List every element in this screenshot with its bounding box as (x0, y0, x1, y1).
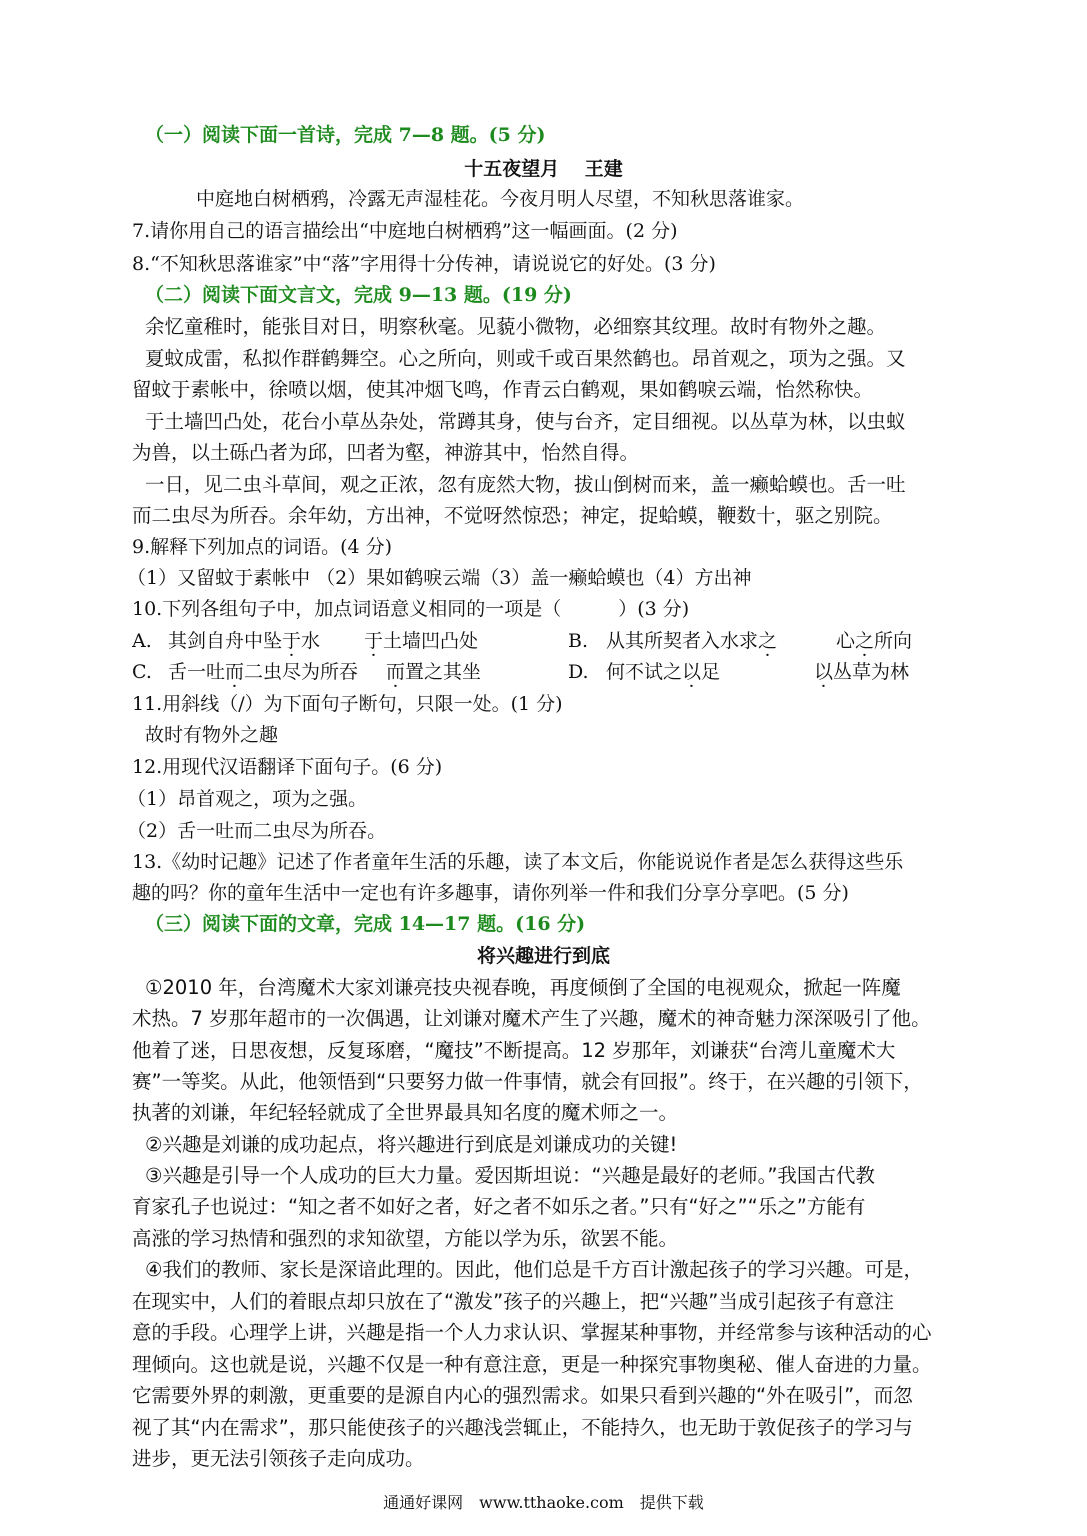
q9-dotted-word: 如 (385, 567, 405, 589)
option-c-sentence-2: 而置之其坐 (386, 661, 482, 683)
question-12-item-2: （2）舌一吐而二虫尽为所吞。 (127, 820, 387, 842)
article-line: 赛”一等奖。从此，他领悟到“只要努力做一件事情，就会有回报”。终于，在兴趣的引领下， (132, 1070, 923, 1093)
question-8: 8.“不知秋思落谁家”中“落”字用得十分传神，请说说它的好处。(3 分) (132, 253, 716, 275)
classical-paragraph-3b: 为兽，以土砾凸者为邱，凹者为壑，神游其中，怡然自得。 (132, 441, 640, 464)
article-line: 进步，更无法引领孩子走向成功。 (132, 1447, 425, 1470)
question-13-line-1: 13.《幼时记趣》记述了作者童年生活的乐趣，读了本文后，你能说说作者是怎么获得这些乐 (132, 851, 904, 873)
section2-heading: （二）阅读下面文言文，完成 9—13 题。(19 分) (145, 284, 572, 306)
article-line: 执著的刘谦，年纪轻轻就成了全世界最具知名度的魔术师之一。 (132, 1101, 679, 1124)
article-line: 育家孔子也说过：“知之者不如好之者，好之者不如乐之者。”只有“好之”“乐之”方能有 (132, 1195, 866, 1218)
question-11-sentence: 故时有物外之趣 (145, 724, 279, 746)
q9-text: 蚊于素帐中 （2）果 (215, 567, 386, 589)
article-line: 高涨的学习热情和强烈的求知欲望，方能以学为乐，欲罢不能。 (132, 1227, 679, 1250)
q9-text: 一癞蛤蟆也（4） (549, 567, 695, 589)
article-line: ②兴趣是刘谦的成功起点，将兴趣进行到底是刘谦成功的关键! (145, 1133, 678, 1156)
option-a-sentence-1: 其剑自舟中坠于水 (168, 630, 321, 652)
q9-dotted-word: 留 (196, 567, 216, 589)
article-title: 将兴趣进行到底 (476, 945, 610, 967)
question-11: 11.用斜线（/）为下面句子断句，只限一处。(1 分) (132, 693, 563, 715)
article-line: 他着了迷，日思夜想，反复琢磨，“魔技”不断提高。12 岁那年，刘谦获“台湾儿童魔术大 (132, 1039, 896, 1062)
classical-paragraph-4a: 一日，见二虫斗草间，观之正浓，忽有庞然大物，拔山倒树而来，盖一癞蛤蟆也。舌一吐 (145, 473, 906, 496)
classical-paragraph-2a: 夏蚊成雷，私拟作群鹤舞空。心之所向，则或千或百果然鹤也。昂首观之，项为之强。又 (145, 347, 906, 370)
article-line: ④我们的教师、家长是深谙此理的。因此，他们总是千方百计激起孩子的学习兴趣。可是， (145, 1258, 923, 1281)
article-line: 术热。7 岁那年超市的一次偶遇，让刘谦对魔术产生了兴趣，魔术的神奇魅力深深吸引了他。 (132, 1007, 931, 1030)
section1-heading: （一）阅读下面一首诗，完成 7—8 题。(5 分) (145, 124, 546, 146)
q9-text: 出神 (713, 567, 752, 589)
article-line: ③兴趣是引导一个人成功的巨大力量。爱因斯坦说：“兴趣是最好的老师。”我国古代教 (145, 1164, 875, 1187)
option-d-sentence-1: 何不试之以足 (606, 661, 721, 683)
question-13-line-2: 趣的吗？你的童年生活中一定也有许多趣事，请你列举一件和我们分享分享吧。(5 分) (132, 882, 849, 904)
option-c-label: C. (132, 661, 152, 683)
question-9-items (127, 565, 987, 591)
option-b-sentence-2: 心之所向 (836, 630, 913, 652)
option-b-label: B. (568, 630, 589, 652)
article-line: 在现实中，人们的着眼点却只放在了“激发”孩子的兴趣上，把“兴趣”当成引起孩子有意注 (132, 1290, 894, 1313)
question-9: 9.解释下列加点的词语。(4 分) (132, 536, 393, 558)
option-b-sentence-1: 从其所契者入水求之 (606, 630, 778, 652)
option-c-sentence-1: 舌一吐而二虫尽为所吞 (168, 661, 359, 683)
article-line: 视了其“内在需求”，那只能使孩子的兴趣浅尝辄止，不能持久，也无助于敦促孩子的学习与 (132, 1416, 913, 1439)
option-a-label: A. (132, 630, 152, 652)
q9-dotted-word: 方 (694, 567, 714, 589)
page-footer: 通通好课网 www.tthaoke.com 提供下载 (383, 1493, 704, 1512)
poem-text: 中庭地白树栖鸦，冷露无声湿桂花。今夜月明人尽望，不知秋思落谁家。 (196, 188, 805, 210)
article-line: ①2010 年，台湾魔术大家刘谦亮技央视春晚，再度倾倒了全国的电视观众，掀起一阵魔 (145, 976, 901, 999)
question-10-row-ab (132, 628, 992, 658)
article-line: 意的手段。心理学上讲，兴趣是指一个人力求认识、掌握某种事物，并经常参与该种活动的心 (132, 1321, 932, 1344)
section3-heading: （三）阅读下面的文章，完成 14—17 题。(16 分) (145, 913, 586, 935)
article-line: 它需要外界的刺激，更重要的是源自内心的强烈需求。如果只看到兴趣的“外在吸引”，而忽 (132, 1384, 913, 1407)
classical-paragraph-2b: 留蚊于素帐中，徐喷以烟，使其冲烟飞鸣，作青云白鹤观，果如鹤唳云端，怡然称快。 (132, 378, 874, 401)
classical-paragraph-3a: 于土墙凹凸处，花台小草丛杂处，常蹲其身，使与台齐，定目细视。以丛草为林，以虫蚁 (145, 410, 906, 433)
q9-text: 鹤唳云端（3） (404, 567, 531, 589)
question-10: 10.下列各组句子中，加点词语意义相同的一项是（ ）(3 分) (132, 598, 690, 620)
classical-paragraph-4b: 而二虫尽为所吞。余年幼，方出神，不觉呀然惊恐；神定，捉蛤蟆，鞭数十，驱之别院。 (132, 504, 893, 527)
article-line: 理倾向。这也就是说，兴趣不仅是一种有意注意，更是一种探究事物奥秘、催人奋进的力量。 (132, 1353, 932, 1376)
poem-title: 十五夜望月 王建 (464, 158, 623, 180)
option-d-label: D. (568, 661, 589, 683)
question-12-item-1: （1）昂首观之，项为之强。 (127, 788, 368, 810)
option-d-sentence-2: 以丛草为林 (814, 661, 910, 683)
q9-dotted-word: 盖 (530, 567, 550, 589)
question-7: 7.请你用自己的语言描绘出“中庭地白树栖鸦”这一幅画面。(2 分) (132, 220, 678, 242)
classical-paragraph-1: 余忆童稚时，能张目对日，明察秋毫。见藐小微物，必细察其纹理。故时有物外之趣。 (145, 315, 887, 338)
q9-text: （1）又 (127, 567, 197, 589)
question-10-row-cd (132, 659, 992, 689)
option-a-sentence-2: 于土墙凹凸处 (364, 630, 479, 652)
question-12: 12.用现代汉语翻译下面句子。(6 分) (132, 756, 443, 778)
